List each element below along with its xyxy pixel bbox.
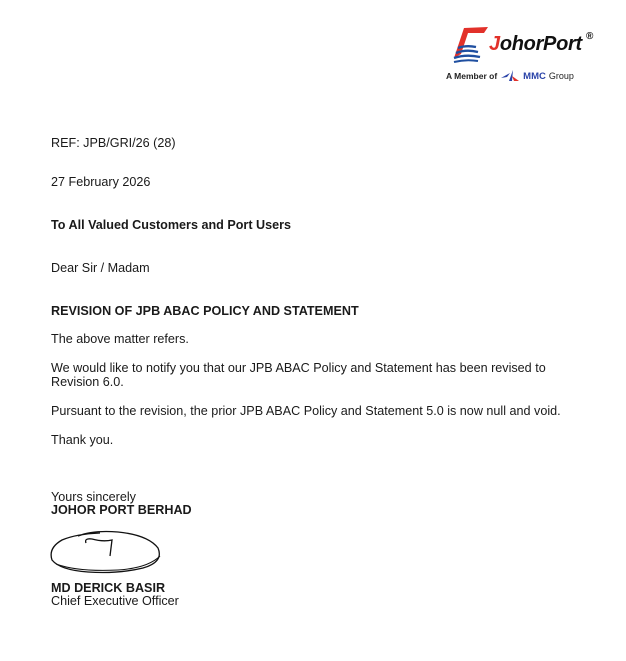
body-paragraph-1: The above matter refers. — [51, 332, 189, 346]
brand-wordmark — [489, 33, 582, 56]
group-name: MMC — [523, 70, 546, 82]
body-paragraph-2-line-1: We would like to notify you that our JPB ABAC Policy and Statement has been revised to — [51, 361, 546, 375]
subject-line: REVISION OF JPB ABAC POLICY AND STATEMENT — [51, 304, 359, 318]
member-prefix: A Member of — [446, 71, 498, 81]
reference-number: REF: JPB/GRI/26 (28) — [51, 136, 176, 150]
body-paragraph-4: Thank you. — [51, 433, 114, 447]
member-of-line — [446, 70, 574, 82]
registered-mark: ® — [586, 31, 594, 42]
body-paragraph-3: Pursuant to the revision, the prior JPB ABAC Policy and Statement 5.0 is now null and void. — [51, 404, 561, 418]
closing-line: Yours sincerely — [51, 490, 136, 504]
brand-initial: J — [489, 33, 500, 55]
signatory-title: Chief Executive Officer — [51, 594, 179, 608]
johor-port-emblem-icon — [446, 24, 490, 64]
company-name: JOHOR PORT BERHAD — [51, 503, 192, 517]
mmc-group-icon — [500, 70, 520, 82]
letter-date: 27 February 2026 — [51, 175, 151, 189]
signatory-name: MD DERICK BASIR — [51, 581, 166, 595]
recipient-line: To All Valued Customers and Port Users — [51, 218, 292, 232]
salutation: Dear Sir / Madam — [51, 261, 150, 275]
signature-image — [48, 526, 166, 576]
brand-rest: ohorPort — [499, 33, 582, 55]
body-paragraph-2-line-2: Revision 6.0. — [51, 375, 124, 389]
johor-port-logo — [446, 24, 616, 88]
group-suffix: Group — [548, 71, 574, 81]
